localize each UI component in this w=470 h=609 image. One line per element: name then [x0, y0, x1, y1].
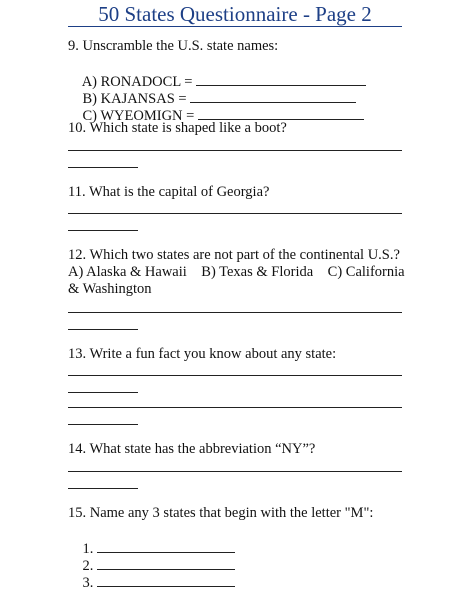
- q12-prompt: 12. Which two states are not part of the continental U.S.?: [68, 247, 400, 263]
- q9-answer-blank-c[interactable]: [198, 106, 364, 120]
- q13-answer-line-2[interactable]: [68, 407, 402, 408]
- q9-item-c-label: C) WYEOMIGN =: [82, 108, 198, 124]
- q12-answer-line[interactable]: [68, 312, 402, 313]
- q13-answer-line-1[interactable]: [68, 375, 402, 376]
- page-title: 50 States Questionnaire - Page 2: [98, 2, 372, 26]
- q11-answer-line-short[interactable]: [68, 230, 138, 231]
- q14-answer-line[interactable]: [68, 471, 402, 472]
- q15-prompt: 15. Name any 3 states that begin with the letter "M":: [68, 505, 374, 521]
- q13-answer-line-2-short[interactable]: [68, 424, 138, 425]
- q10-answer-line-short[interactable]: [68, 167, 138, 168]
- q15-item-2-number: 2.: [82, 558, 97, 574]
- q14-prompt: 14. What state has the abbreviation “NY”?: [68, 441, 316, 457]
- q13-prompt: 13. Write a fun fact you know about any state:: [68, 346, 337, 362]
- q10-answer-line[interactable]: [68, 150, 402, 151]
- q15-item-3: [68, 556, 235, 609]
- q14-answer-line-short[interactable]: [68, 488, 138, 489]
- q15-item-1-number: 1.: [82, 541, 97, 557]
- q10-prompt: 10. Which state is shaped like a boot?: [68, 120, 287, 136]
- q15-item-3-number: 3.: [82, 575, 97, 591]
- q13-answer-line-1-short[interactable]: [68, 392, 138, 393]
- q9-item-a-label: A) RONADOCL =: [81, 74, 197, 90]
- q12-options-line2: & Washington: [68, 281, 152, 297]
- q9-item-b-label: B) KAJANSAS =: [82, 91, 191, 107]
- q12-answer-line-short[interactable]: [68, 329, 138, 330]
- q12-options-line1: A) Alaska & Hawaii B) Texas & Florida C) California: [68, 264, 405, 280]
- title-underline: [68, 26, 402, 27]
- q15-answer-blank-3[interactable]: [97, 573, 235, 587]
- q9-prompt: 9. Unscramble the U.S. state names:: [68, 38, 279, 54]
- q11-answer-line[interactable]: [68, 213, 402, 214]
- q11-prompt: 11. What is the capital of Georgia?: [68, 184, 270, 200]
